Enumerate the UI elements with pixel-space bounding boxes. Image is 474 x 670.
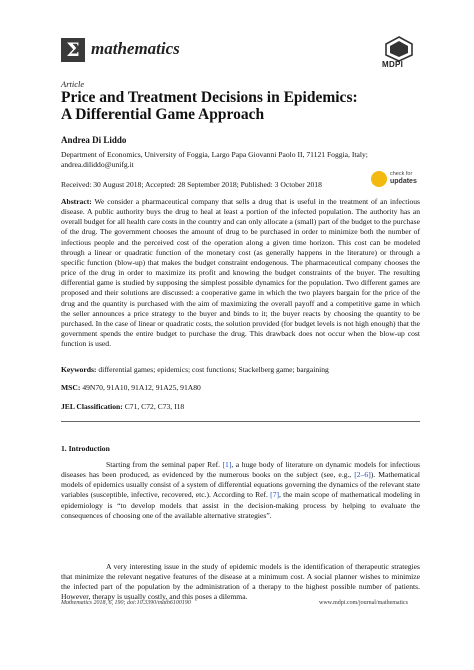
- title-line-1: Price and Treatment Decisions in Epidemics:: [61, 89, 358, 106]
- p1-text-3: ). Mathematical models of epidemics usually consist of a system of differential equations governing the dynamics of the relevant state variables (susceptible, infective, recovered, etc.). According to Ref.: [61, 470, 420, 500]
- check-updates-line2[interactable]: updates: [390, 178, 417, 185]
- logo-glyph: Σ: [66, 39, 80, 61]
- intro-paragraph-1: [61, 460, 420, 521]
- mdpi-logo-icon: [384, 36, 414, 62]
- citation-link[interactable]: [2–6]: [354, 470, 371, 480]
- citation-link[interactable]: [7]: [270, 490, 280, 500]
- paper-title: [61, 89, 421, 123]
- article-type: Article: [61, 79, 85, 89]
- p1-text-2: , a huge body of literature on dynamic models for infectious diseases has been produced, as evidenced by the numerous books on the subject (see, e.g.,: [61, 460, 420, 480]
- check-updates-line1[interactable]: check for: [390, 171, 413, 177]
- affiliation: [61, 150, 421, 170]
- msc-codes: [61, 383, 420, 392]
- footer-url[interactable]: www.mdpi.com/journal/mathematics: [319, 600, 408, 606]
- publisher-name: MDPI: [382, 60, 404, 69]
- title-line-2: A Differential Game Approach: [61, 106, 265, 123]
- jel-codes: [61, 402, 420, 411]
- author-email[interactable]: andrea.diliddo@unifg.it: [61, 160, 134, 169]
- msc-text: 49N70, 91A10, 91A12, 91A25, 91A80: [82, 383, 201, 392]
- jel-label: JEL Classification:: [61, 402, 123, 411]
- keywords: [61, 365, 420, 374]
- citation-link[interactable]: [1]: [222, 460, 232, 469]
- journal-logo: [61, 38, 85, 62]
- abstract-label: Abstract:: [61, 197, 92, 206]
- abstract: [61, 197, 420, 349]
- affiliation-text: Department of Economics, University of Foggia, Largo Papa Giovanni Paolo II, 71121 Foggia, Italy;: [61, 150, 368, 159]
- keywords-text: differential games; epidemics; cost functions; Stackelberg game; bargaining: [98, 365, 329, 374]
- publication-dates: Received: 30 August 2018; Accepted: 28 September 2018; Published: 3 October 2018: [61, 180, 322, 189]
- p2-text: A very interesting issue in the study of epidemic models is the identification of therapeutic strategies that minimize the relevant negative features of the disease at a minimum cost. A social planner wishes to minimize the infected part of the population by the administration of a therapy to the highest possible number of patients. However, therapy is usually costly, and this poses a dilemma.: [61, 562, 420, 602]
- author-name: Andrea Di Liddo: [61, 135, 127, 145]
- section-heading: 1. Introduction: [61, 444, 110, 453]
- jel-text: C71, C72, C73, I18: [124, 402, 185, 411]
- divider: [61, 421, 420, 422]
- msc-label: MSC:: [61, 383, 81, 392]
- journal-name: mathematics: [91, 39, 180, 58]
- abstract-text: We consider a pharmaceutical company that sells a drug that is useful in the treatment of an infectious disease. A public authority buys the drug to heal at least a portion of the infected population. The authority has an overall budget for all health care costs in the country and can only allocate a (small) part of the budget to the purchase of the drug. The government chooses the amount of drug to be purchased in order to minimize both the number of infectious people and the perceived cost of the operation along a given time horizon. This cost can be modeled through a linear or quadratic function of the monetary cost (as generally happens in the literature) or through a specific function (blow-up) that makes the budget constraint endogenous. The pharmaceutical company chooses the price of the drug in order to maximize its profit and knowing the budget constraints of the buyer. The resulting differential game is studied by supposing the simplest possible dynamics for the population. Two different games are proposed and their solutions are discussed: a cooperative game in which the two players bargain for the price of the drug and the quantity is purchased with the aim of maximizing the overall payoff and a competitive game in which the seller announces a price strategy to the buyer and binds to it; the buyer reacts by choosing the quantity to be purchased. In the case of linear or quadratic costs, the solution provided (for budget levels is not high enough) that the government spends the entire budget to purchase the drug. This drawback does not occur when the blow-up cost function is used.: [61, 197, 421, 349]
- p1-text-4: , the main scope of mathematical modeling in epidemiology is “to develop models that assist in the decision-making process by helping to evaluate the consequences of choosing one of the available alternative strategies”.: [61, 490, 420, 520]
- footer-citation: Mathematics 2018, 6, 190; doi:10.3390/math6100190: [61, 600, 191, 606]
- keywords-label: Keywords:: [61, 365, 97, 374]
- intro-paragraph-2: [61, 562, 420, 603]
- check-updates-icon[interactable]: [371, 171, 387, 187]
- p1-text-1: Starting from the seminal paper Ref.: [106, 460, 223, 469]
